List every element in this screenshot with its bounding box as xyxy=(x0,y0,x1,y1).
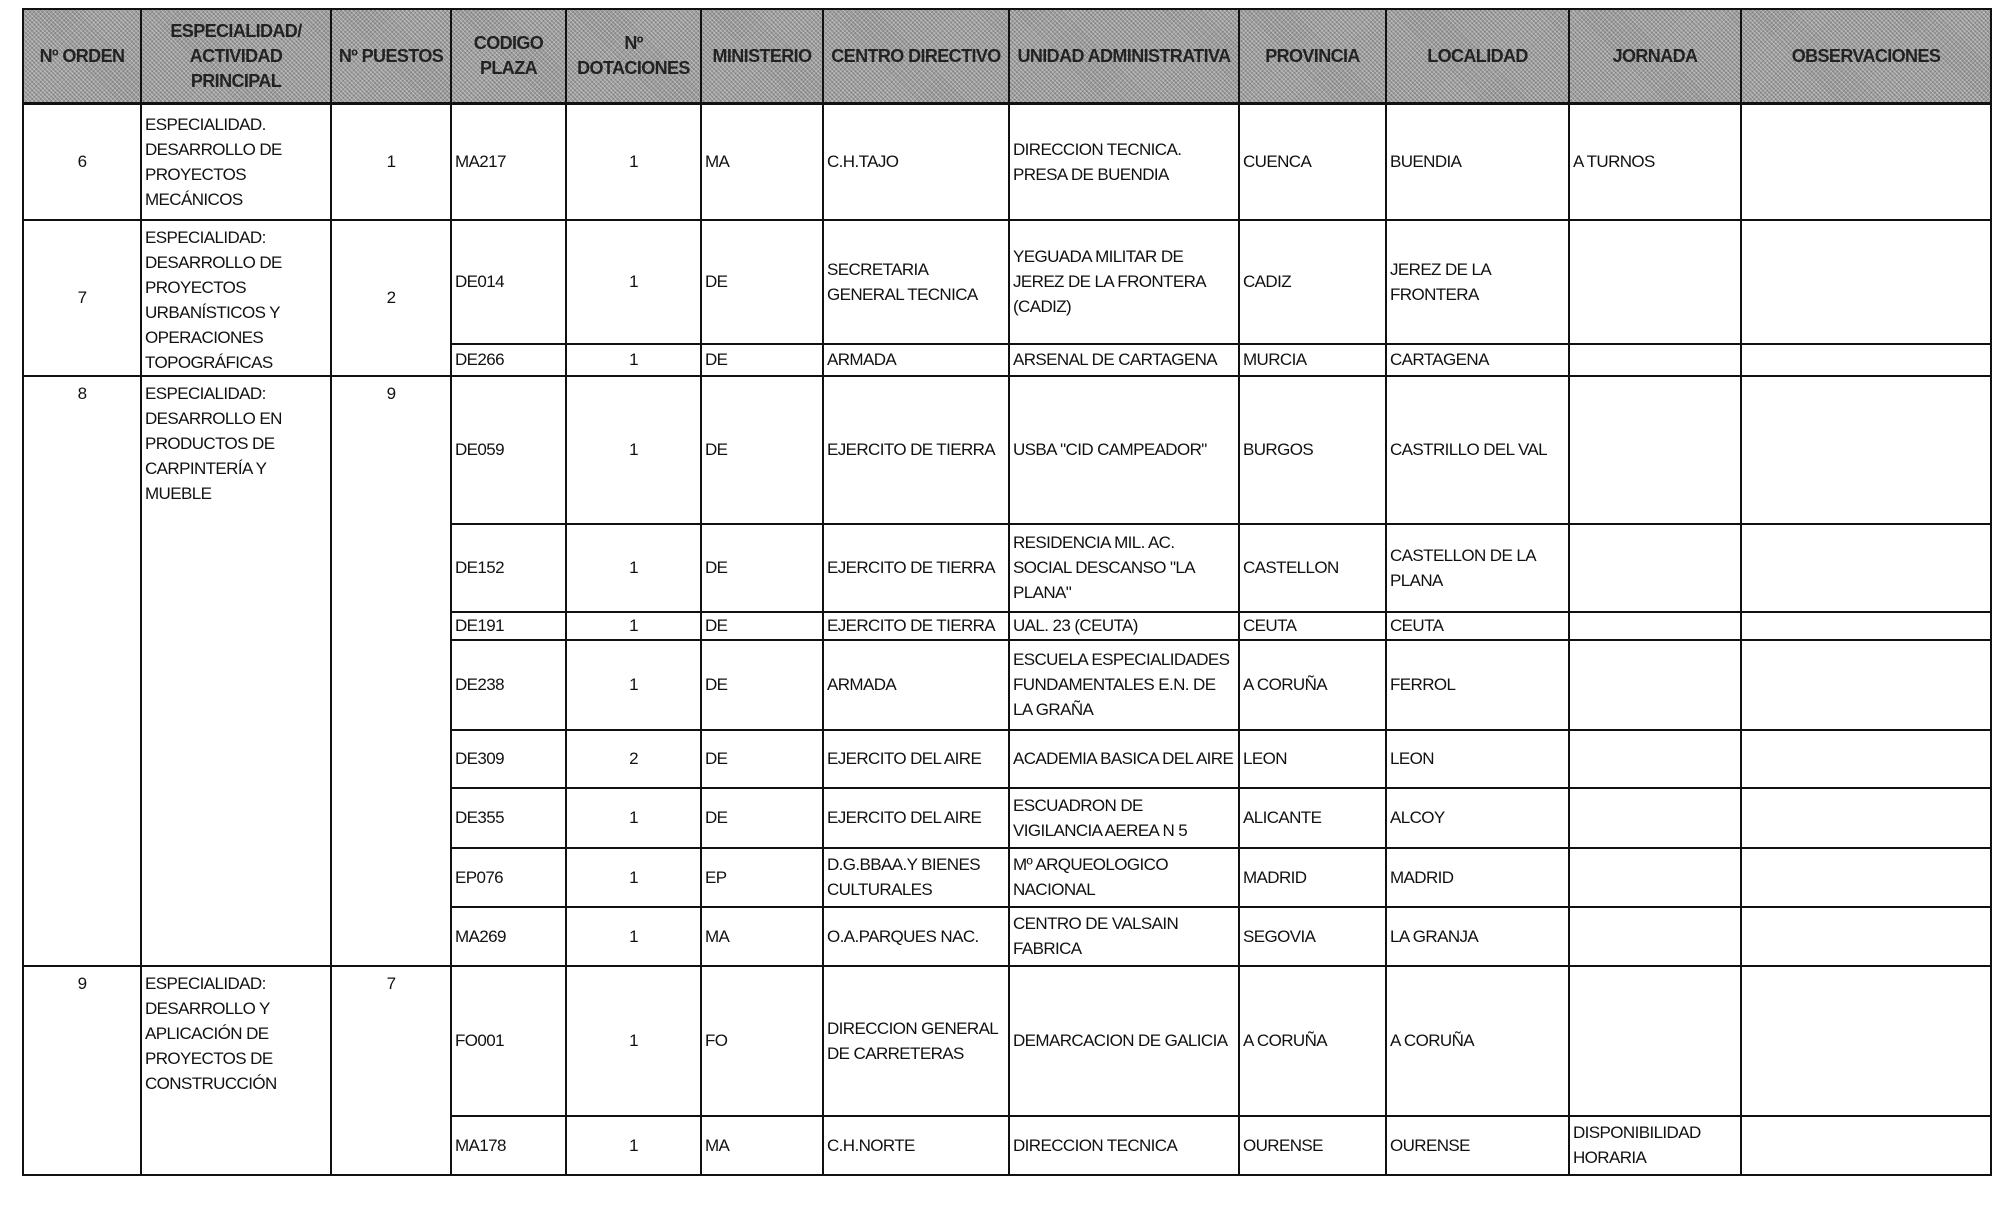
observaciones-cell xyxy=(1741,730,1991,788)
codigo-plaza-cell: EP076 xyxy=(451,848,566,907)
header-dotaciones: Nº DOTACIONES xyxy=(566,9,701,104)
localidad-cell: OURENSE xyxy=(1386,1116,1569,1175)
especialidad-cell: ESPECIALIDAD: DESARROLLO Y APLICACIÓN DE PROYECTOS DE CONSTRUCCIÓN xyxy=(141,966,331,1175)
codigo-plaza-cell: DE355 xyxy=(451,788,566,848)
unidad-administrativa-cell: Mº ARQUEOLOGICO NACIONAL xyxy=(1009,848,1239,907)
especialidad-cell: ESPECIALIDAD: DESARROLLO EN PRODUCTOS DE CARPINTERÍA Y MUEBLE xyxy=(141,376,331,966)
ministerio-cell: DE xyxy=(701,730,823,788)
localidad-cell: CARTAGENA xyxy=(1386,344,1569,375)
header-puestos: Nº PUESTOS xyxy=(331,9,451,104)
codigo-plaza-cell: DE014 xyxy=(451,220,566,345)
header-ministerio: MINISTERIO xyxy=(701,9,823,104)
centro-directivo-cell: EJERCITO DE TIERRA xyxy=(823,612,1009,640)
jornada-cell xyxy=(1569,848,1741,907)
provincia-cell: BURGOS xyxy=(1239,376,1386,524)
provincia-cell: CADIZ xyxy=(1239,220,1386,345)
unidad-administrativa-cell: DEMARCACION DE GALICIA xyxy=(1009,966,1239,1116)
dotaciones-cell: 1 xyxy=(566,220,701,345)
dotaciones-cell: 1 xyxy=(566,907,701,966)
centro-directivo-cell: SECRETARIA GENERAL TECNICA xyxy=(823,220,1009,345)
ministerio-cell: DE xyxy=(701,788,823,848)
ministerio-cell: DE xyxy=(701,612,823,640)
jornada-cell: A TURNOS xyxy=(1569,104,1741,220)
ministerio-cell: EP xyxy=(701,848,823,907)
jornada-cell xyxy=(1569,612,1741,640)
orden-cell: 9 xyxy=(23,966,141,1175)
header-localidad: LOCALIDAD xyxy=(1386,9,1569,104)
provincia-cell: CUENCA xyxy=(1239,104,1386,220)
dotaciones-cell: 2 xyxy=(566,730,701,788)
centro-directivo-cell: EJERCITO DEL AIRE xyxy=(823,730,1009,788)
jornada-cell xyxy=(1569,220,1741,345)
centro-directivo-cell: C.H.NORTE xyxy=(823,1116,1009,1175)
localidad-cell: CASTRILLO DEL VAL xyxy=(1386,376,1569,524)
localidad-cell: ALCOY xyxy=(1386,788,1569,848)
observaciones-cell xyxy=(1741,376,1991,524)
observaciones-cell xyxy=(1741,640,1991,730)
dotaciones-cell: 1 xyxy=(566,1116,701,1175)
centro-directivo-cell: D.G.BBAA.Y BIENES CULTURALES xyxy=(823,848,1009,907)
codigo-plaza-cell: DE152 xyxy=(451,524,566,612)
ministerio-cell: DE xyxy=(701,376,823,524)
codigo-plaza-cell: MA269 xyxy=(451,907,566,966)
unidad-administrativa-cell: UAL. 23 (CEUTA) xyxy=(1009,612,1239,640)
header-orden: Nº ORDEN xyxy=(23,9,141,104)
codigo-plaza-cell: DE238 xyxy=(451,640,566,730)
jornada-cell xyxy=(1569,966,1741,1116)
jornada-cell xyxy=(1569,524,1741,612)
unidad-administrativa-cell: YEGUADA MILITAR DE JEREZ DE LA FRONTERA (CADIZ) xyxy=(1009,220,1239,345)
header-jornada: JORNADA xyxy=(1569,9,1741,104)
observaciones-cell xyxy=(1741,524,1991,612)
orden-cell: 8 xyxy=(23,376,141,966)
header-codigo-plaza: CODIGO PLAZA xyxy=(451,9,566,104)
provincia-cell: CASTELLON xyxy=(1239,524,1386,612)
dotaciones-cell: 1 xyxy=(566,376,701,524)
dotaciones-cell: 1 xyxy=(566,612,701,640)
dotaciones-cell: 1 xyxy=(566,966,701,1116)
provincia-cell: LEON xyxy=(1239,730,1386,788)
provincia-cell: MADRID xyxy=(1239,848,1386,907)
ministerio-cell: DE xyxy=(701,524,823,612)
puestos-cell: 9 xyxy=(331,376,451,966)
localidad-cell: MADRID xyxy=(1386,848,1569,907)
puestos-cell: 7 xyxy=(331,966,451,1175)
localidad-cell: LA GRANJA xyxy=(1386,907,1569,966)
header-centro-directivo: CENTRO DIRECTIVO xyxy=(823,9,1009,104)
observaciones-cell xyxy=(1741,848,1991,907)
localidad-cell: BUENDIA xyxy=(1386,104,1569,220)
observaciones-cell xyxy=(1741,344,1991,375)
observaciones-cell xyxy=(1741,907,1991,966)
localidad-cell: LEON xyxy=(1386,730,1569,788)
orden-cell: 6 xyxy=(23,104,141,220)
unidad-administrativa-cell: RESIDENCIA MIL. AC. SOCIAL DESCANSO "LA PLANA" xyxy=(1009,524,1239,612)
vacancies-table xyxy=(22,8,1992,1176)
unidad-administrativa-cell: ESCUELA ESPECIALIDADES FUNDAMENTALES E.N. DE LA GRAÑA xyxy=(1009,640,1239,730)
codigo-plaza-cell: DE266 xyxy=(451,344,566,375)
provincia-cell: OURENSE xyxy=(1239,1116,1386,1175)
ministerio-cell: DE xyxy=(701,640,823,730)
header-observaciones: OBSERVACIONES xyxy=(1741,9,1991,104)
provincia-cell: CEUTA xyxy=(1239,612,1386,640)
observaciones-cell xyxy=(1741,788,1991,848)
ministerio-cell: MA xyxy=(701,104,823,220)
localidad-cell: CEUTA xyxy=(1386,612,1569,640)
observaciones-cell xyxy=(1741,612,1991,640)
unidad-administrativa-cell: DIRECCION TECNICA xyxy=(1009,1116,1239,1175)
centro-directivo-cell: EJERCITO DEL AIRE xyxy=(823,788,1009,848)
dotaciones-cell: 1 xyxy=(566,848,701,907)
localidad-cell: FERROL xyxy=(1386,640,1569,730)
jornada-cell xyxy=(1569,344,1741,375)
puestos-cell: 1 xyxy=(331,104,451,220)
observaciones-cell xyxy=(1741,1116,1991,1175)
especialidad-cell: ESPECIALIDAD. DESARROLLO DE PROYECTOS MECÁNICOS xyxy=(141,104,331,220)
header-row xyxy=(23,9,1991,104)
observaciones-cell xyxy=(1741,220,1991,345)
jornada-cell xyxy=(1569,376,1741,524)
observaciones-cell xyxy=(1741,966,1991,1116)
dotaciones-cell: 1 xyxy=(566,640,701,730)
codigo-plaza-cell: MA178 xyxy=(451,1116,566,1175)
table-row xyxy=(23,220,1991,345)
unidad-administrativa-cell: ESCUADRON DE VIGILANCIA AEREA N 5 xyxy=(1009,788,1239,848)
ministerio-cell: DE xyxy=(701,220,823,345)
unidad-administrativa-cell: USBA "CID CAMPEADOR" xyxy=(1009,376,1239,524)
provincia-cell: ALICANTE xyxy=(1239,788,1386,848)
codigo-plaza-cell: FO001 xyxy=(451,966,566,1116)
table-body xyxy=(23,104,1991,1175)
dotaciones-cell: 1 xyxy=(566,788,701,848)
table-row xyxy=(23,104,1991,220)
centro-directivo-cell: C.H.TAJO xyxy=(823,104,1009,220)
centro-directivo-cell: ARMADA xyxy=(823,640,1009,730)
orden-cell: 7 xyxy=(23,220,141,376)
header-unidad-administrativa: UNIDAD ADMINISTRATIVA xyxy=(1009,9,1239,104)
jornada-cell: DISPONIBILIDAD HORARIA xyxy=(1569,1116,1741,1175)
provincia-cell: A CORUÑA xyxy=(1239,966,1386,1116)
unidad-administrativa-cell: CENTRO DE VALSAIN FABRICA xyxy=(1009,907,1239,966)
jornada-cell xyxy=(1569,640,1741,730)
ministerio-cell: MA xyxy=(701,1116,823,1175)
jornada-cell xyxy=(1569,788,1741,848)
unidad-administrativa-cell: ARSENAL DE CARTAGENA xyxy=(1009,344,1239,375)
jornada-cell xyxy=(1569,907,1741,966)
dotaciones-cell: 1 xyxy=(566,344,701,375)
localidad-cell: JEREZ DE LA FRONTERA xyxy=(1386,220,1569,345)
puestos-cell: 2 xyxy=(331,220,451,376)
table-row xyxy=(23,376,1991,524)
centro-directivo-cell: O.A.PARQUES NAC. xyxy=(823,907,1009,966)
localidad-cell: A CORUÑA xyxy=(1386,966,1569,1116)
unidad-administrativa-cell: DIRECCION TECNICA. PRESA DE BUENDIA xyxy=(1009,104,1239,220)
centro-directivo-cell: EJERCITO DE TIERRA xyxy=(823,376,1009,524)
provincia-cell: A CORUÑA xyxy=(1239,640,1386,730)
ministerio-cell: MA xyxy=(701,907,823,966)
codigo-plaza-cell: DE191 xyxy=(451,612,566,640)
centro-directivo-cell: DIRECCION GENERAL DE CARRETERAS xyxy=(823,966,1009,1116)
localidad-cell: CASTELLON DE LA PLANA xyxy=(1386,524,1569,612)
observaciones-cell xyxy=(1741,104,1991,220)
ministerio-cell: FO xyxy=(701,966,823,1116)
provincia-cell: MURCIA xyxy=(1239,344,1386,375)
unidad-administrativa-cell: ACADEMIA BASICA DEL AIRE xyxy=(1009,730,1239,788)
header-provincia: PROVINCIA xyxy=(1239,9,1386,104)
especialidad-cell: ESPECIALIDAD: DESARROLLO DE PROYECTOS URBANÍSTICOS Y OPERACIONES TOPOGRÁFICAS xyxy=(141,220,331,376)
dotaciones-cell: 1 xyxy=(566,524,701,612)
centro-directivo-cell: EJERCITO DE TIERRA xyxy=(823,524,1009,612)
dotaciones-cell: 1 xyxy=(566,104,701,220)
ministerio-cell: DE xyxy=(701,344,823,375)
centro-directivo-cell: ARMADA xyxy=(823,344,1009,375)
codigo-plaza-cell: MA217 xyxy=(451,104,566,220)
provincia-cell: SEGOVIA xyxy=(1239,907,1386,966)
codigo-plaza-cell: DE059 xyxy=(451,376,566,524)
codigo-plaza-cell: DE309 xyxy=(451,730,566,788)
jornada-cell xyxy=(1569,730,1741,788)
table-row xyxy=(23,966,1991,1116)
header-especialidad: ESPECIALIDAD/ ACTIVIDAD PRINCIPAL xyxy=(141,9,331,104)
